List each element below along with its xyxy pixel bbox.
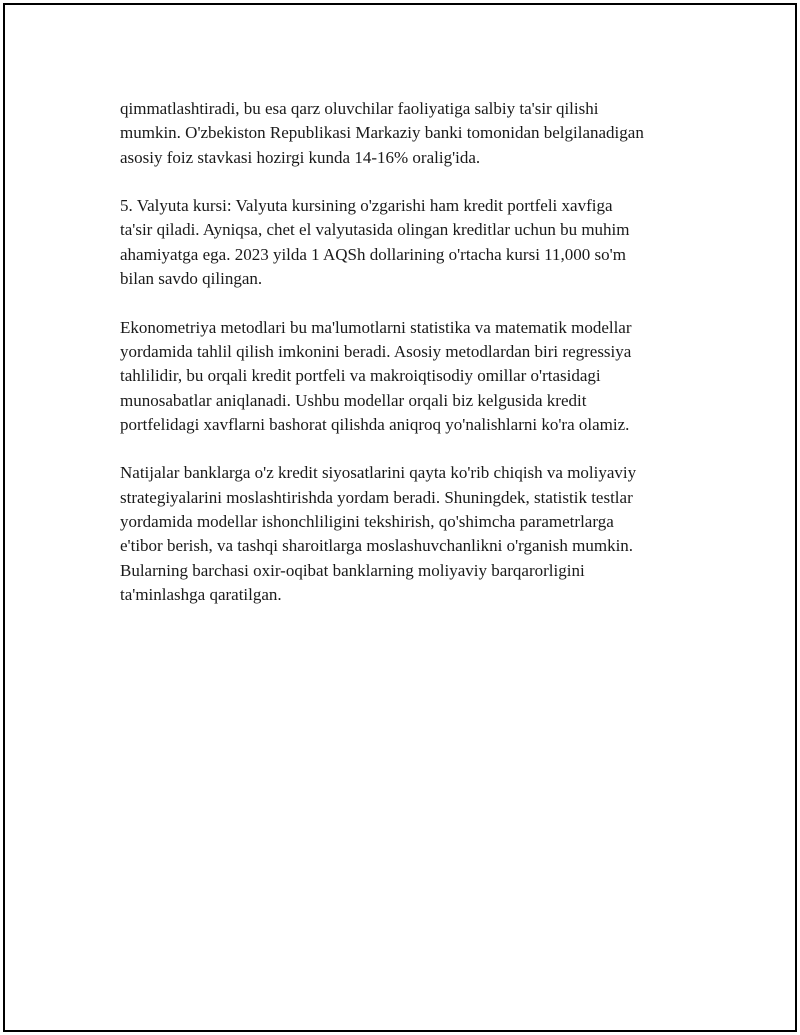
paragraph-interest-rate: qimmatlashtiradi, bu esa qarz oluvchilar faoliyatiga salbiy ta'sir qilishi mumkin. O'zbekiston Republikasi Markaziy banki tomonidan belgilanadigan asosiy foiz stavkasi hozirgi kunda 14-16% oralig'ida. xyxy=(120,99,644,167)
document-body xyxy=(120,97,720,632)
paragraph-econometrics: Ekonometriya metodlari bu ma'lumotlarni statistika va matematik modellar yordamida tahlil qilish imkonini beradi. Asosiy metodlardan biri regressiya tahlilidir, bu orqali kredit portfeli va makroiqtisodiy omillar o'rtasidagi munosabatlar aniqlanadi. Ushbu modellar orqali biz kelgusida kredit portfelidagi xavflarni bashorat qilishda aniqroq yo'nalishlarni ko'ra olamiz. xyxy=(120,317,632,434)
paragraph-results: Natijalar banklarga o'z kredit siyosatlarini qayta ko'rib chiqish va moliyaviy strategiyalarini moslashtirishda yordam beradi. Shuningdek, statistik testlar yordamida modellar ishonchliligini tekshirish, qo'shimcha parametrlarga e'tibor berish, va tashqi sharoitlarga moslashuvchanlikni o'rganish mumkin. Bularning barchasi oxir-oqibat banklarning moliyaviy barqarorligini ta'minlashga qaratilgan. xyxy=(120,463,637,604)
paragraph-exchange-rate: 5. Valyuta kursi: Valyuta kursining o'zgarishi ham kredit portfeli xavfiga ta'sir qiladi. Ayniqsa, chet el valyutasida olingan kreditlar uchun bu muhim ahamiyatga ega. 2023 yilda 1 AQSh dollarining o'rtacha kursi 11,000 so'm bilan savdo qilingan. xyxy=(120,196,630,289)
document-page xyxy=(3,3,797,1032)
